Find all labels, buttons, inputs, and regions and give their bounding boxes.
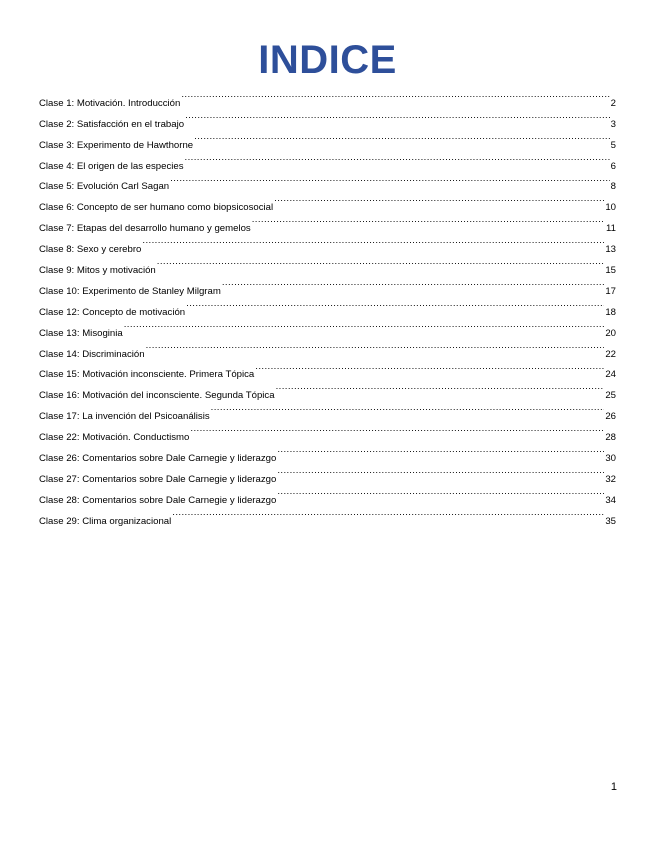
dot-leader <box>186 294 604 315</box>
toc-entry-label: Clase 28: Comentarios sobre Dale Carnegie y liderazgo <box>39 494 277 506</box>
dot-leader <box>181 85 609 106</box>
toc-entry-page: 28 <box>605 432 616 444</box>
toc-entry-page: 6 <box>610 160 616 172</box>
toc-entry-page: 34 <box>605 494 616 506</box>
dot-leader <box>252 210 605 231</box>
toc-entry-page: 17 <box>605 285 616 297</box>
dot-leader <box>124 315 605 336</box>
toc-entry-label: Clase 26: Comentarios sobre Dale Carnegie y liderazgo <box>39 453 277 465</box>
toc-entry-label: Clase 27: Comentarios sobre Dale Carnegie y liderazgo <box>39 473 277 485</box>
toc-entry-page: 18 <box>605 306 616 318</box>
toc-entry-label: Clase 3: Experimento de Hawthorne <box>39 139 194 151</box>
toc-entry-label: Clase 17: La invención del Psicoanálisis <box>39 411 210 423</box>
toc-entry-page: 26 <box>605 411 616 423</box>
dot-leader <box>157 252 605 273</box>
dot-leader <box>274 189 604 210</box>
dot-leader <box>277 440 604 461</box>
dot-leader <box>194 127 610 148</box>
dot-leader <box>146 336 605 357</box>
toc-entry-label: Clase 10: Experimento de Stanley Milgram <box>39 285 221 297</box>
toc-entry-page: 5 <box>610 139 616 151</box>
toc-entry-label: Clase 6: Concepto de ser humano como biopsicosocial <box>39 202 274 214</box>
toc-entry-label: Clase 15: Motivación inconsciente. Primera Tópica <box>39 369 255 381</box>
dot-leader <box>255 357 604 378</box>
toc-entry-label: Clase 29: Clima organizacional <box>39 515 172 527</box>
toc-entry-label: Clase 13: Misoginia <box>39 327 123 339</box>
toc-entry-page: 24 <box>605 369 616 381</box>
page-number: 1 <box>610 781 617 793</box>
toc-entry[interactable] <box>39 85 616 109</box>
toc-entry-page: 8 <box>610 181 616 193</box>
toc-entry[interactable] <box>39 315 616 339</box>
toc-entry[interactable] <box>39 336 616 360</box>
dot-leader <box>185 148 610 169</box>
toc-entry-page: 2 <box>610 97 616 109</box>
toc-entry-page: 25 <box>605 390 616 402</box>
toc-entry-page: 10 <box>605 202 616 214</box>
toc-entry-page: 3 <box>610 118 616 130</box>
toc-entry-label: Clase 7: Etapas del desarrollo humano y gemelos <box>39 223 251 235</box>
toc-entry-label: Clase 12: Concepto de motivación <box>39 306 186 318</box>
dot-leader <box>185 106 610 127</box>
toc-entry-label: Clase 8: Sexo y cerebro <box>39 244 142 256</box>
toc-entry-label: Clase 4: El origen de las especies <box>39 160 184 172</box>
toc-entry-page: 30 <box>605 453 616 465</box>
toc-entry-label: Clase 2: Satisfacción en el trabajo <box>39 118 185 130</box>
toc-entry-label: Clase 5: Evolución Carl Sagan <box>39 181 170 193</box>
toc-entry-page: 22 <box>605 348 616 360</box>
toc-entry-page: 13 <box>605 244 616 256</box>
toc-entry-page: 32 <box>605 473 616 485</box>
index-title: INDICE <box>258 38 397 82</box>
dot-leader <box>277 461 604 482</box>
toc-entry-label: Clase 1: Motivación. Introducción <box>39 97 181 109</box>
toc-entry-label: Clase 9: Mitos y motivación <box>39 265 156 277</box>
dot-leader <box>170 169 610 190</box>
dot-leader <box>211 398 605 419</box>
toc-entry-page: 20 <box>605 327 616 339</box>
table-of-contents <box>39 85 616 527</box>
toc-entry-label: Clase 22: Motivación. Conductismo <box>39 432 190 444</box>
dot-leader <box>222 273 604 294</box>
toc-entry-label: Clase 14: Discriminación <box>39 348 145 360</box>
dot-leader <box>277 482 604 503</box>
dot-leader <box>172 503 604 524</box>
dot-leader <box>276 377 605 398</box>
toc-entry-page: 35 <box>605 515 616 527</box>
toc-entry-label: Clase 16: Motivación del inconsciente. Segunda Tópica <box>39 390 275 402</box>
toc-entry-page: 15 <box>605 265 616 277</box>
toc-entry-page: 11 <box>606 223 616 235</box>
dot-leader <box>190 419 604 440</box>
dot-leader <box>142 231 604 252</box>
